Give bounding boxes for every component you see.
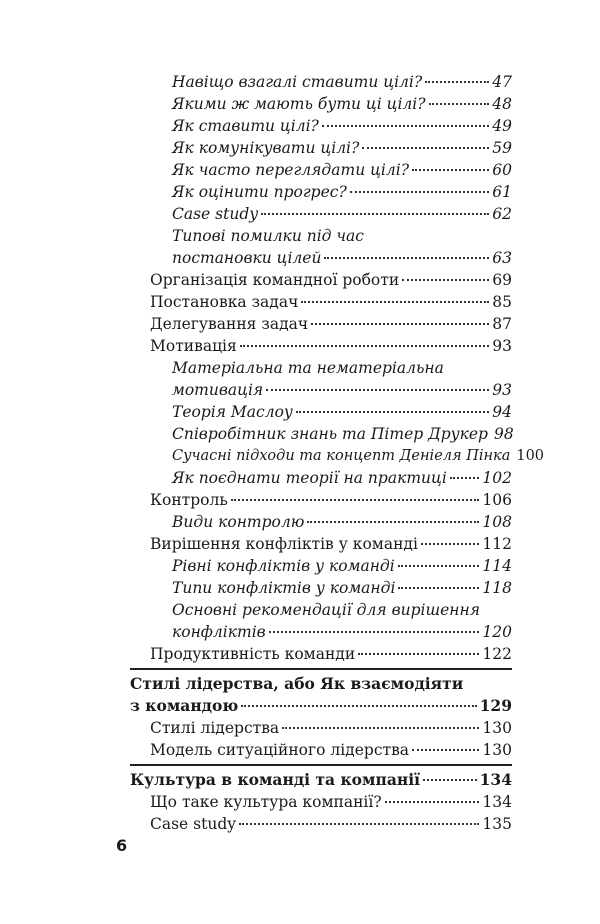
toc-entry-title: Продуктивність команди (150, 645, 356, 663)
toc-entry-page: 61 (492, 183, 512, 201)
toc-entry-page: 102 (482, 469, 512, 487)
toc-entry-title: Мотивація (150, 337, 237, 355)
leader-dots (240, 345, 489, 347)
toc-entry-title: Стилі лідерства (150, 719, 280, 737)
leader-dots (398, 565, 480, 567)
toc-entry-page: 62 (492, 205, 512, 223)
toc-chapter-title: з командою (130, 696, 239, 715)
leader-dots (429, 103, 490, 105)
leader-dots (301, 301, 489, 303)
leader-dots (358, 653, 479, 655)
toc-entry[interactable] (150, 740, 512, 760)
toc-entry-title: Як часто переглядати цілі? (172, 161, 410, 179)
toc-entry[interactable] (172, 72, 512, 92)
toc-entry-page: 48 (492, 95, 512, 113)
toc-chapter-title: Культура в команді та компанії (130, 770, 420, 789)
toc-entry-page: 63 (492, 249, 512, 267)
toc-entry-page: 106 (482, 491, 512, 509)
toc-entry-title: Як ставити цілі? (172, 117, 319, 135)
toc-entry[interactable] (150, 534, 512, 554)
toc-entry-page: 120 (482, 623, 512, 641)
toc-entry-title: Теорія Маслоу (172, 403, 293, 421)
toc-entry-page: 94 (492, 403, 512, 421)
toc-entry[interactable] (150, 314, 512, 334)
toc-entry-page: 60 (492, 161, 512, 179)
toc-entry[interactable] (150, 814, 512, 834)
toc-entry-title: Делегування задач (150, 315, 309, 333)
leader-dots (239, 823, 479, 825)
toc-entry[interactable] (150, 644, 512, 664)
toc-entry-title: Співробітник знань та Пітер Друкер (172, 425, 488, 443)
leader-dots (322, 125, 489, 127)
toc-entry-title: Як поєднати теорії на практиці (172, 469, 447, 487)
toc-entry-title: Якими ж мають бути ці цілі? (172, 95, 426, 113)
toc-entry[interactable] (172, 600, 512, 620)
toc-entry[interactable] (172, 204, 512, 224)
toc-entry[interactable] (172, 622, 512, 642)
toc-entry[interactable] (150, 336, 512, 356)
toc-entry[interactable] (150, 792, 512, 812)
page-number: 6 (116, 836, 128, 855)
toc-entry-page: 118 (482, 579, 512, 597)
toc-entry[interactable] (172, 116, 512, 136)
leader-dots (311, 323, 489, 325)
toc-entry-title: конфліктів (172, 623, 266, 641)
leader-dots (231, 499, 480, 501)
section-divider (130, 764, 512, 766)
leader-dots (385, 801, 480, 803)
toc-entry[interactable] (172, 556, 512, 576)
toc-entry[interactable] (172, 512, 512, 532)
toc-entry-page: 130 (482, 741, 512, 759)
section-divider (130, 668, 512, 670)
toc-entry[interactable] (172, 402, 512, 422)
toc-entry-page: 130 (482, 719, 512, 737)
toc-entry-page: 59 (492, 139, 512, 157)
toc-entry-title: Типові помилки під час (172, 227, 364, 245)
toc-entry[interactable] (172, 138, 512, 158)
toc-entry-page: 93 (492, 337, 512, 355)
toc-entry-title: Як комунікувати цілі? (172, 139, 360, 157)
leader-dots (450, 477, 480, 479)
toc-entry-page: 87 (492, 315, 512, 333)
leader-dots (398, 587, 479, 589)
toc-entry-page: 85 (492, 293, 512, 311)
toc-entry-title: Типи конфліктів у команді (172, 579, 396, 597)
toc-entry-page: 122 (482, 645, 512, 663)
toc-chapter[interactable] (130, 696, 512, 716)
toc-entry[interactable] (172, 468, 512, 488)
toc-entry[interactable] (172, 248, 512, 268)
toc-chapter-title: Стилі лідерства, або Як взаємодіяти (130, 674, 464, 693)
leader-dots (269, 631, 480, 633)
toc-entry[interactable] (172, 380, 512, 400)
toc-entry-page: 49 (492, 117, 512, 135)
toc-entry[interactable] (172, 358, 512, 378)
toc-entry-title: Case study (150, 815, 236, 833)
toc-entry-title: Сучасні підходи та концепт Деніеля Пінка (172, 448, 511, 464)
toc-entry-title: Як оцінити прогрес? (172, 183, 347, 201)
toc-entry[interactable] (172, 182, 512, 202)
toc-entry[interactable] (150, 292, 512, 312)
toc-entry-page: 108 (482, 513, 512, 531)
toc-entry-page: 100 (516, 448, 545, 464)
toc-entry[interactable] (172, 424, 512, 444)
toc-entry-title: Види контролю (172, 513, 305, 531)
toc-entry-title: Case study (172, 205, 258, 223)
toc-entry[interactable] (172, 160, 512, 180)
toc-entry-title: Постановка задач (150, 293, 299, 311)
toc-entry-title: Рівні конфліктів у команді (172, 557, 395, 575)
leader-dots (350, 191, 490, 193)
leader-dots (425, 81, 489, 83)
toc-entry-title: Організація командної роботи (150, 271, 400, 289)
leader-dots (423, 779, 477, 781)
leader-dots (241, 705, 476, 707)
toc-entry[interactable] (150, 490, 512, 510)
leader-dots (296, 411, 489, 413)
toc-entry[interactable] (172, 94, 512, 114)
toc-entry[interactable] (172, 446, 545, 466)
leader-dots (266, 389, 489, 391)
toc-entry-title: Контроль (150, 491, 228, 509)
toc-entry[interactable] (172, 226, 512, 246)
toc-entry[interactable] (172, 578, 512, 598)
toc-entry-page: 47 (492, 73, 512, 91)
toc-entry-title: Основні рекомендації для вирішення (172, 601, 480, 619)
toc-chapter-page: 134 (479, 770, 512, 789)
leader-dots (261, 213, 489, 215)
toc-entry-title: Матеріальна та нематеріальна (172, 359, 444, 377)
toc-entry-title: Що таке культура компанії? (150, 793, 382, 811)
leader-dots (282, 727, 479, 729)
toc-entry-title: мотивація (172, 381, 264, 399)
toc-entry-page: 112 (482, 535, 512, 553)
leader-dots (402, 279, 489, 281)
leader-dots (324, 257, 489, 259)
toc-chapter[interactable] (130, 770, 512, 790)
toc-entry-page: 98 (493, 425, 514, 443)
toc-entry[interactable] (150, 270, 512, 290)
toc-entry-title: Модель ситуаційного лідерства (150, 741, 410, 759)
leader-dots (362, 147, 489, 149)
toc-entry-page: 135 (482, 815, 512, 833)
toc-entry-page: 114 (482, 557, 512, 575)
toc-chapter[interactable] (130, 674, 512, 694)
toc-entry-title: Навіщо взагалі ставити цілі? (172, 73, 423, 91)
leader-dots (307, 521, 479, 523)
toc-entry[interactable] (150, 718, 512, 738)
toc-entry-page: 69 (492, 271, 512, 289)
leader-dots (412, 169, 489, 171)
leader-dots (412, 749, 479, 751)
toc-entry-title: постановки цілей (172, 249, 322, 267)
toc-entry-title: Вирішення конфліктів у команді (150, 535, 418, 553)
toc-entry-page: 134 (482, 793, 512, 811)
leader-dots (421, 543, 480, 545)
toc-chapter-page: 129 (479, 696, 512, 715)
toc-entry-page: 93 (492, 381, 512, 399)
